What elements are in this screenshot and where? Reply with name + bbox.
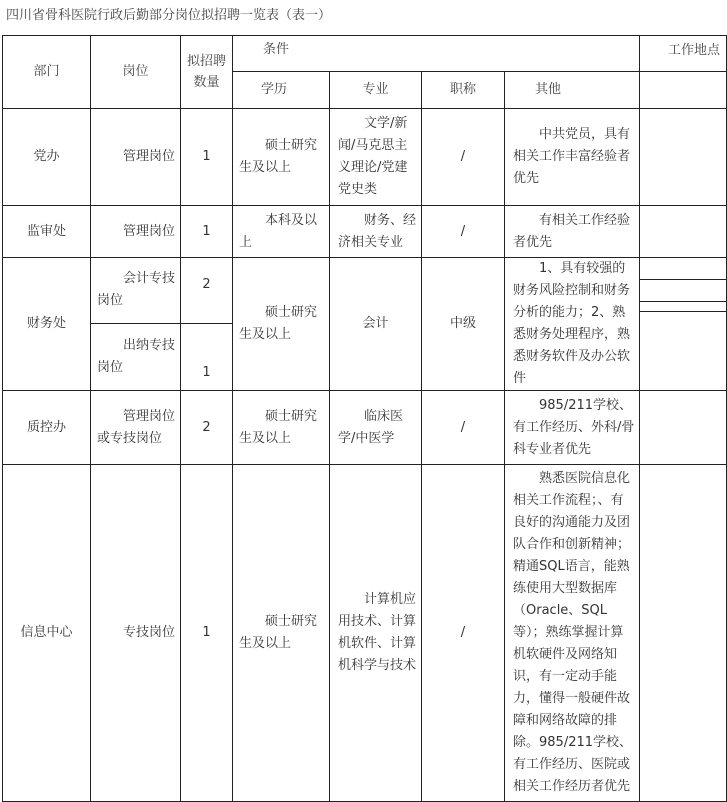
header-location: 工作地点: [640, 36, 727, 72]
cell-other: 有相关工作经验者优先: [505, 206, 640, 258]
cell-other: 熟悉医院信息化相关工作流程；、有良好的沟通能力及团队合作和创新精神；精通SQL语言，能熟练使用大型数据库（Oracle、SQL等）；熟练掌握计算机软硬件及网络知识，有一定动手能力，懂得一般硬件故障和网络故障的排除。985/211学校、有工作经历、医院或相关工作经历者优先: [505, 465, 640, 802]
cell-count: 2: [181, 391, 233, 465]
header-dept: 部门: [3, 36, 91, 109]
header-location-blank: [640, 72, 727, 109]
cell-other: 1、具有较强的财务风险控制和财务分析的能力；2、熟悉财务处理程序，熟悉财务软件及办公软件: [505, 258, 640, 391]
cell-count: 2: [181, 258, 233, 324]
header-education: 学历: [233, 72, 330, 109]
cell-count: 1: [181, 206, 233, 258]
location-subcell: [640, 258, 726, 280]
cell-dept: 财务处: [3, 258, 91, 391]
cell-education: 硕士研究生及以上: [233, 391, 330, 465]
cell-post: 出纳专技岗位: [91, 323, 181, 390]
cell-location: [640, 465, 727, 802]
cell-education: 硕士研究生及以上: [233, 109, 330, 206]
header-other: 其他: [505, 72, 640, 109]
table-row: [3, 206, 727, 258]
cell-other: 中共党员，具有相关工作丰富经验者优先: [505, 109, 640, 206]
table-row: [3, 391, 727, 465]
cell-count: 1: [181, 323, 233, 390]
cell-dept: 党办: [3, 109, 91, 206]
header-row-1: [3, 36, 727, 72]
recruitment-table: [2, 35, 727, 802]
cell-location: [640, 206, 727, 258]
table-caption: 四川省骨科医院行政后勤部分岗位拟招聘一览表（表一）: [6, 8, 332, 23]
cell-location: [640, 258, 727, 391]
cell-title: /: [422, 391, 505, 465]
cell-location: [640, 109, 727, 206]
cell-dept: 信息中心: [3, 465, 91, 802]
cell-post: 管理岗位: [91, 206, 181, 258]
header-major: 专业: [330, 72, 422, 109]
header-post: 岗位: [91, 36, 181, 109]
cell-title: /: [422, 206, 505, 258]
header-title: 职称: [422, 72, 505, 109]
cell-post: 专技岗位: [91, 465, 181, 802]
cell-dept: 质控办: [3, 391, 91, 465]
location-subcell: [640, 302, 726, 312]
cell-other: 985/211学校、有工作经历、外科/骨科专业者优先: [505, 391, 640, 465]
cell-count: 1: [181, 465, 233, 802]
header-count: 拟招聘数量: [181, 36, 233, 109]
table-row: [3, 109, 727, 206]
cell-major: 财务、经济相关专业: [330, 206, 422, 258]
cell-title: /: [422, 109, 505, 206]
cell-count: 1: [181, 109, 233, 206]
header-conditions: 条件: [233, 36, 640, 72]
cell-dept: 监审处: [3, 206, 91, 258]
cell-major: 计算机应用技术、计算机软件、计算机科学与技术: [330, 465, 422, 802]
cell-post: 管理岗位或专技岗位: [91, 391, 181, 465]
cell-title: /: [422, 465, 505, 802]
table-row: [3, 258, 727, 324]
cell-major: 文学/新闻/马克思主义理论/党建党史类: [330, 109, 422, 206]
cell-title: 中级: [422, 258, 505, 391]
cell-education: 硕士研究生及以上: [233, 258, 330, 391]
cell-post: 会计专技岗位: [91, 258, 181, 324]
cell-education: 硕士研究生及以上: [233, 465, 330, 802]
table-row: [3, 465, 727, 802]
location-subcell: [640, 280, 726, 302]
cell-location: [640, 391, 727, 465]
cell-education: 本科及以上: [233, 206, 330, 258]
cell-major: 会计: [330, 258, 422, 391]
cell-post: 管理岗位: [91, 109, 181, 206]
cell-major: 临床医学/中医学: [330, 391, 422, 465]
